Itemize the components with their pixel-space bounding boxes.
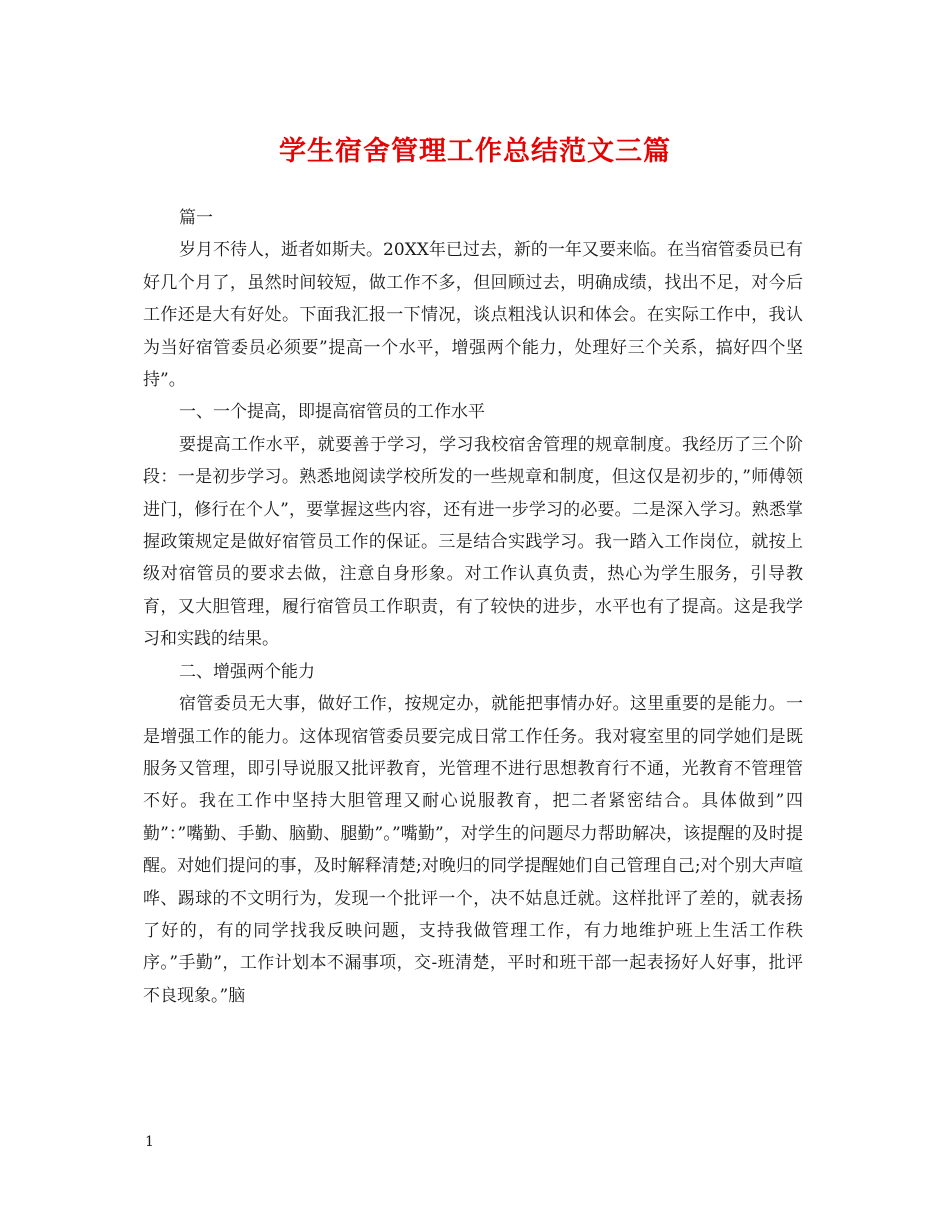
subsection-heading: 二、增强两个能力 [179,661,315,682]
subsection-heading: 一、一个提高，即提高宿管员的工作水平 [179,402,485,423]
section-heading: 篇一 [179,208,213,228]
body-paragraph: 要提高工作水平，就要善于学习，学习我校宿舍管理的规章制度。我经历了三个阶段：一是初步学习。熟悉地阅读学校所发的一些规章和制度，但这仅是初步的，”师傅领进门，修行在个人”，要掌握这些内容，还有进一步学习的必要。二是深入学习。熟悉掌握政策规定是做好宿管员工作的保证。三是结合实践学习。我一踏入工作岗位，就按上级对宿管员的要求去做，注意自身形象。对工作认真负责，热心为学生服务，引导教育，又大胆管理，履行宿管员工作职责，有了较快的进步，水平也有了提高。这是我学习和实践的结果。 [143,434,803,650]
body-paragraph: 岁月不待人，逝者如斯夫。20XX年已过去，新的一年又要来临。在当宿管委员已有好几个月了，虽然时间较短，做工作不多，但回顾过去，明确成绩，找出不足，对今后工作还是大有好处。下面我汇报一下情况，谈点粗浅认识和体会。在实际工作中，我认为当好宿管委员必须要”提高一个水平，增强两个能力，处理好三个关系，搞好四个坚持”。 [143,240,803,391]
document-title: 学生宿舍管理工作总结范文三篇 [279,136,671,167]
page-number: 1 [145,1134,154,1150]
body-paragraph: 宿管委员无大事，做好工作，按规定办，就能把事情办好。这里重要的是能力。一是增强工作的能力。这体现宿管委员要完成日常工作任务。我对寝室里的同学她们是既服务又管理，即引导说服又批评教育，光管理不进行思想教育行不通，光教育不管理管不好。我在工作中坚持大胆管理又耐心说服教育，把二者紧密结合。具体做到”四勤”：”嘴勤、手勤、脑勤、腿勤”。”嘴勤”，对学生的问题尽力帮助解决，该提醒的及时提醒。对她们提问的事，及时解释清楚;对晚归的同学提醒她们自己管理自己;对个别大声喧哗、踢球的不文明行为，发现一个批评一个，决不姑息迁就。这样批评了差的，就表扬了好的，有的同学找我反映问题，支持我做管理工作，有力地维护班上生活工作秩序。”手勤”，工作计划本不漏事项，交-班清楚，平时和班干部一起表扬好人好事，批评不良现象。”脑 [143,694,803,1006]
document-body [143,202,803,1012]
